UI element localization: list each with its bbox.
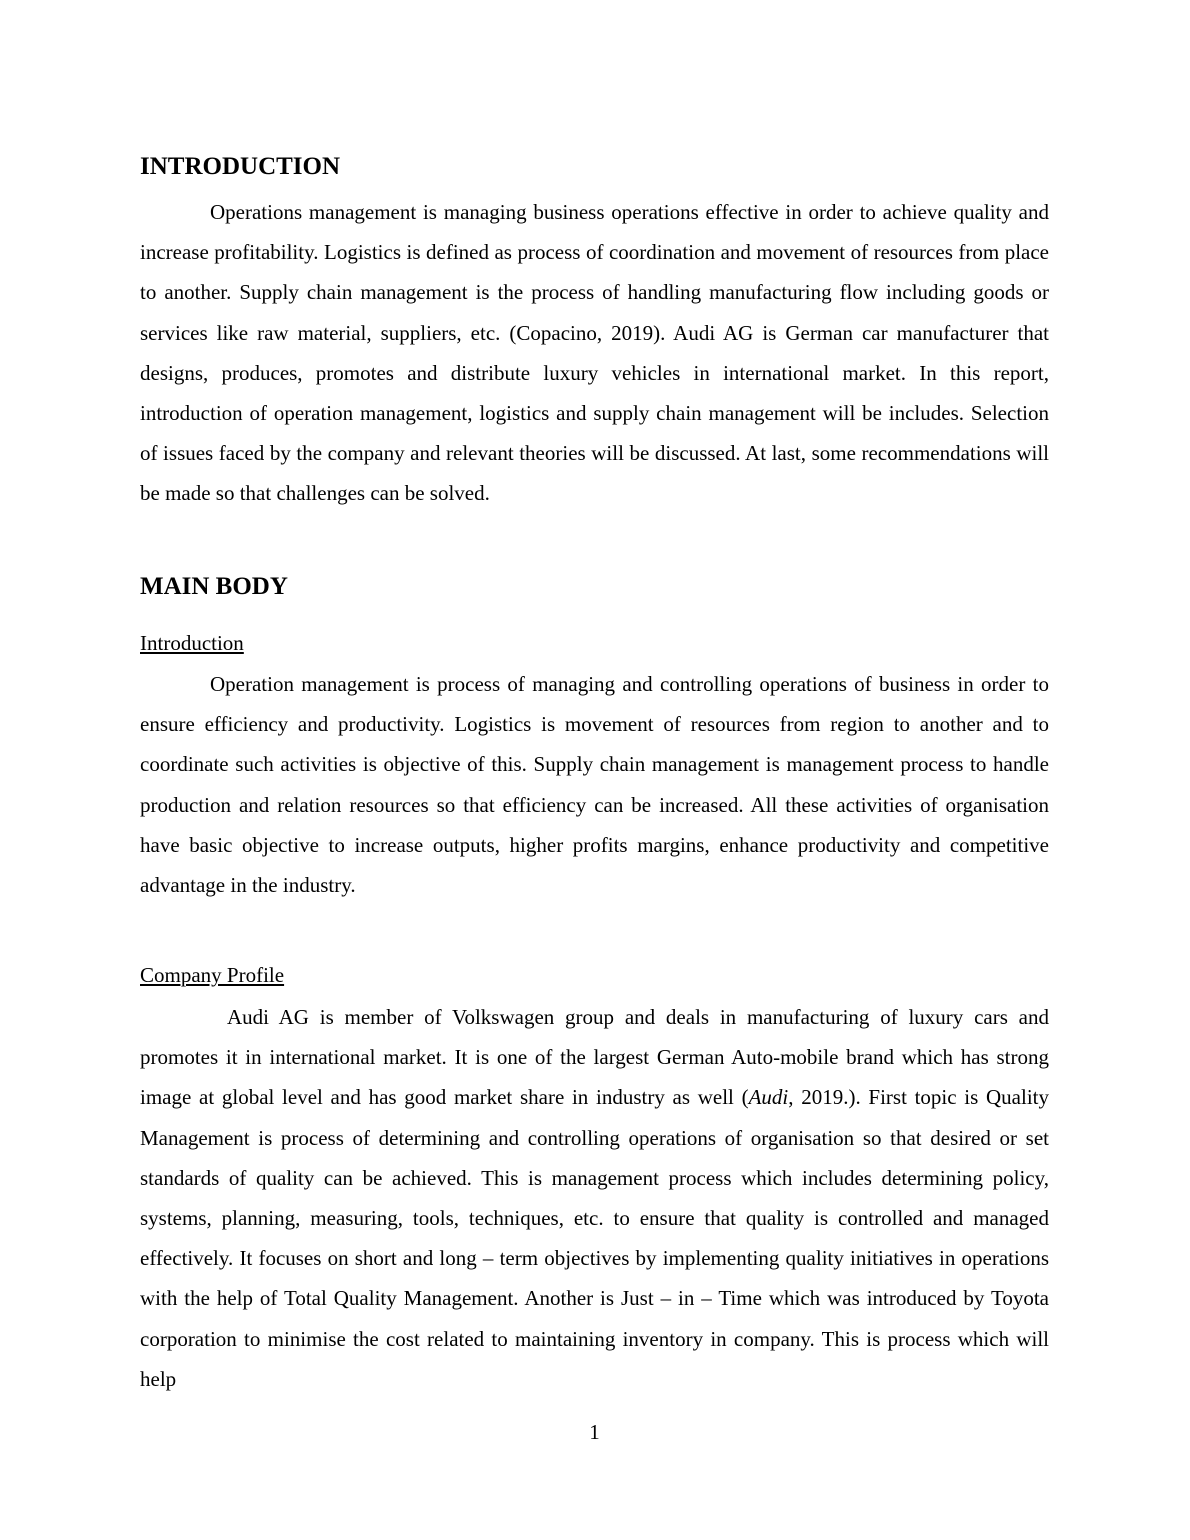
paragraph-introduction: Operations management is managing business operations effective in order to achieve quality and increase profitability. Logistics is defined as process of coordination and movement of resources from place to another. Supply chain management is the process of handling manufacturing flow including goods or services like raw material, suppliers, etc. (Copacino, 2019). Audi AG is German car manufacturer that designs, produces, promotes and distribute luxury vehicles in international market. In this report, introduction of operation management, logistics and supply chain management will be includes. Selection of issues faced by the company and relevant theories will be discussed. At last, some recommendations will be made so that challenges can be solved. [140,200,1049,506]
profile-text-part1: Audi AG is member of Volkswagen group and deals in manufacturing of luxury cars and promotes it in international market. It is one of the largest German Auto-mobile brand which has strong image at global level and has good market share in industry as well ( [140,1005,1049,1110]
subheading-company-profile: Company Profile [140,963,285,987]
profile-text-part2: , 2019.). First topic is Quality Management is process of determining and controlling operations of organisation so that desired or set standards of quality can be achieved. This is management process which includes determining policy, systems, planning, measuring, tools, techniques, etc. to ensure that quality is controlled and managed effectively. It focuses on short and long – term objectives by implementing quality initiatives in operations with the help of Total Quality Management. Another is Just – in – Time which was introduced by Toyota corporation to minimise the cost related to maintaining inventory in company. This is process which will help [140,1085,1049,1391]
profile-citation-italic: Audi [748,1085,789,1110]
heading-main-body: MAIN BODY [140,573,288,600]
subheading-introduction: Introduction [140,631,244,655]
page-number: 1 [589,1420,600,1444]
paragraph-company-profile [140,997,1049,1399]
document-page [140,0,1049,1540]
paragraph-main-introduction: Operation management is process of managing and controlling operations of business in order to ensure efficiency and productivity. Logistics is movement of resources from region to another and to coordinate such activities is objective of this. Supply chain management is management process to handle production and relation resources so that efficiency can be increased. All these activities of organisation have basic objective to increase outputs, higher profits margins, enhance productivity and competitive advantage in the industry. [140,672,1049,898]
heading-introduction: INTRODUCTION [140,153,341,180]
